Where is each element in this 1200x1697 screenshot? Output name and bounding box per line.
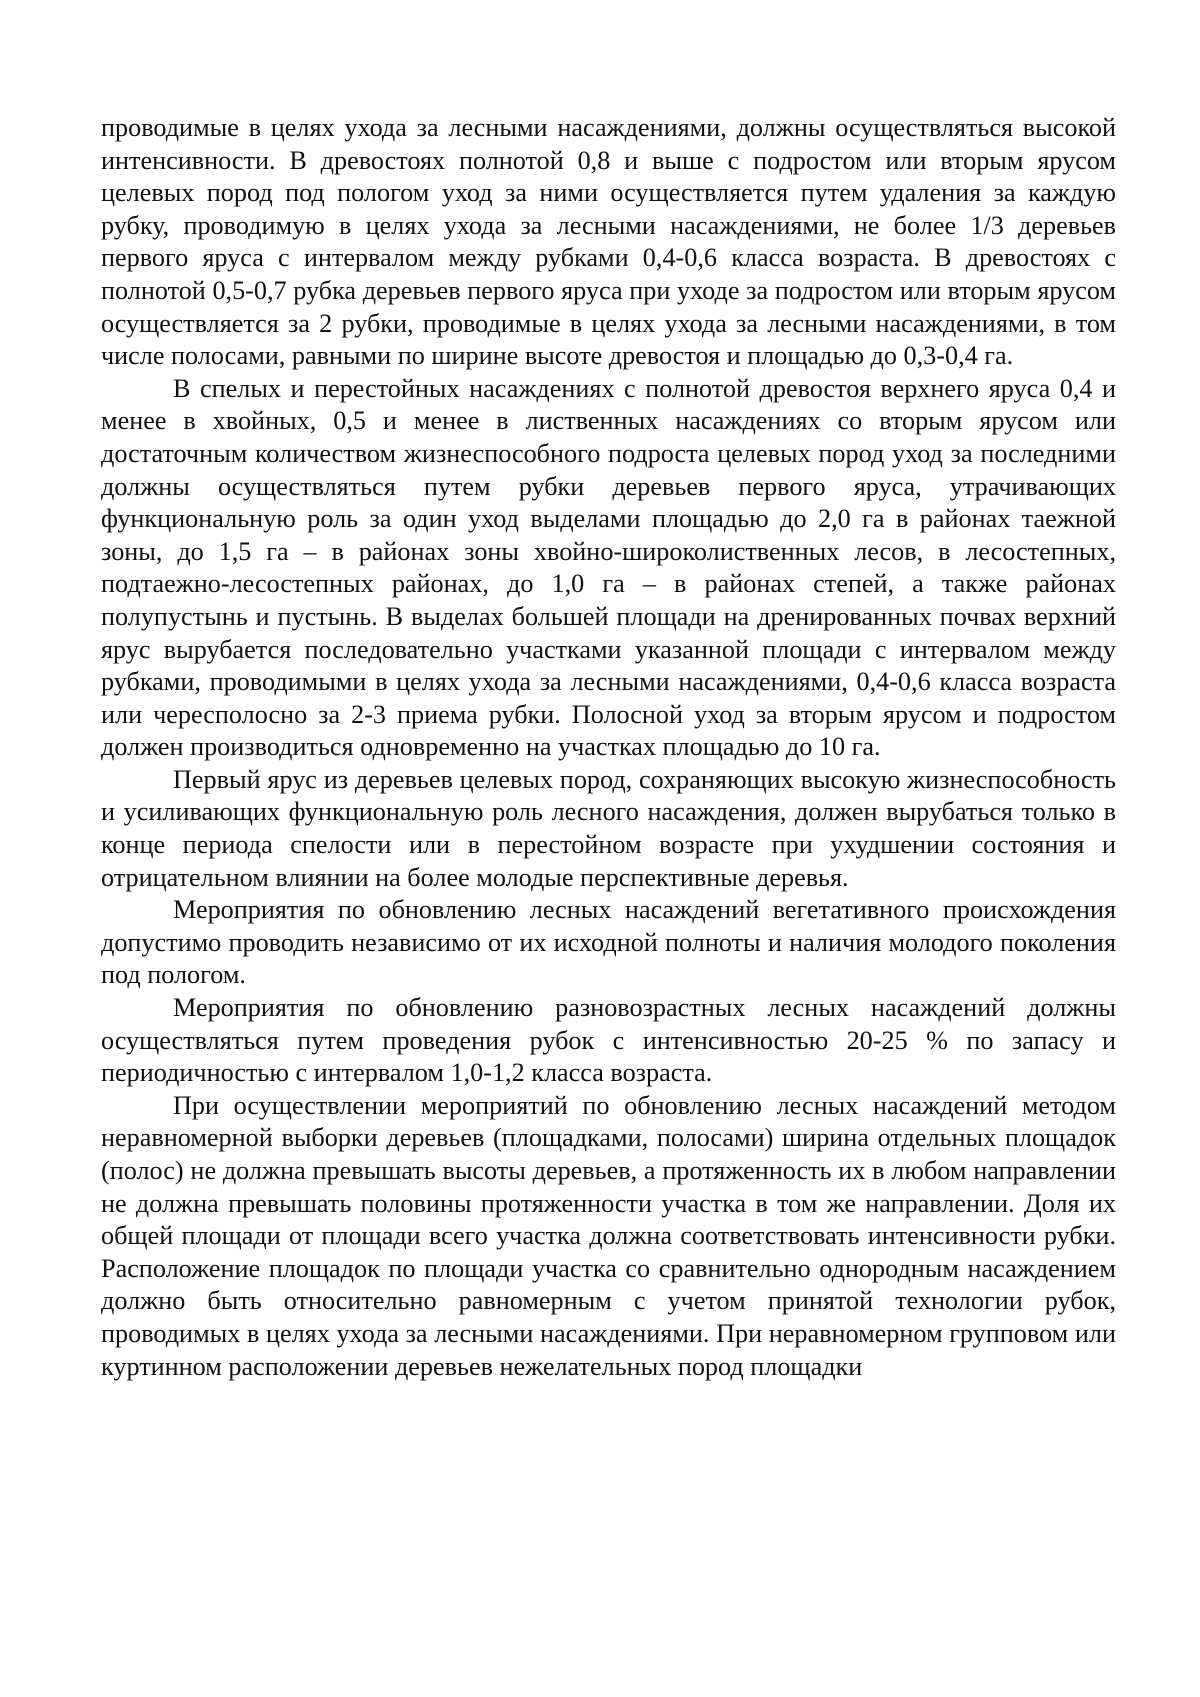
paragraph-uneven-aged: Мероприятия по обновлению разновозрастных лесных насаждений должны осуществляться путем проведения рубок с интенсивностью 20-25 % по запасу и периодичностью с интервалом 1,0-1,2 класса возраста. — [101, 993, 1116, 1088]
paragraph-continuation: проводимые в целях ухода за лесными насаждениями, должны осуществляться высокой интенсивности. В древостоях полнотой 0,8 и выше с подростом или вторым ярусом целевых пород под пологом уход за ними осуществляется путем удаления за каждую рубку, проводимую в целях ухода за лесными насаждениями, не более 1/3 деревьев первого яруса с интервалом между рубками 0,4-0,6 класса возраста. В древостоях с полнотой 0,5-0,7 рубка деревьев первого яруса при уходе за подростом или вторым ярусом осуществляется за 2 рубки, проводимые в целях ухода за лесными насаждениями, в том числе полосами, равными по ширине высоте древостоя и площадью до 0,3-0,4 га. — [101, 113, 1116, 371]
paragraph-vegetative-origin: Мероприятия по обновлению лесных насаждений вегетативного происхождения допустимо проводить независимо от их исходной полноты и наличия молодого поколения под пологом. — [101, 895, 1116, 990]
document-body — [101, 112, 1116, 1383]
paragraph-first-tier: Первый ярус из деревьев целевых пород, сохраняющих высокую жизнеспособность и усиливающих функциональную роль лесного насаждения, должен вырубаться только в конце периода спелости или в перестойном возрасте при ухудшении состояния и отрицательном влиянии на более молодые перспективные деревья. — [101, 764, 1116, 892]
paragraph-mature-stands: В спелых и перестойных насаждениях с полнотой древостоя верхнего яруса 0,4 и менее в хвойных, 0,5 и менее в лиственных насаждениях со вторым ярусом или достаточным количеством жизнеспособного подроста целевых пород уход за последними должны осуществляться путем рубки деревьев первого яруса, утрачивающих функциональную роль за один уход выделами площадью до 2,0 га в районах таежной зоны, до 1,5 га – в районах зоны хвойно-широколиственных лесов, в лесостепных, подтаежно-лесостепных районах, до 1,0 га – в районах степей, а также районах полупустынь и пустынь. В выделах большей площади на дренированных почвах верхний ярус вырубается последовательно участками указанной площади с интервалом между рубками, проводимыми в целях ухода за лесными насаждениями, 0,4-0,6 класса возраста или чересполосно за 2-3 приема рубки. Полосной уход за вторым ярусом и подростом должен производиться одновременно на участках площадью до 10 га. — [101, 373, 1116, 762]
paragraph-uneven-selection: При осуществлении мероприятий по обновлению лесных насаждений методом неравномерной выборки деревьев (площадками, полосами) ширина отдельных площадок (полос) не должна превышать высоты деревьев, а протяженность их в любом направлении не должна превышать половины протяженности участка в том же направлении. Доля их общей площади от площади всего участка должна соответствовать интенсивности рубки. Расположение площадок по площади участка со сравнительно однородным насаждением должно быть относительно равномерным с учетом принятой технологии рубок, проводимых в целях ухода за лесными насаждениями. При неравномерном групповом или куртинном расположении деревьев нежелательных пород площадки — [101, 1090, 1116, 1381]
